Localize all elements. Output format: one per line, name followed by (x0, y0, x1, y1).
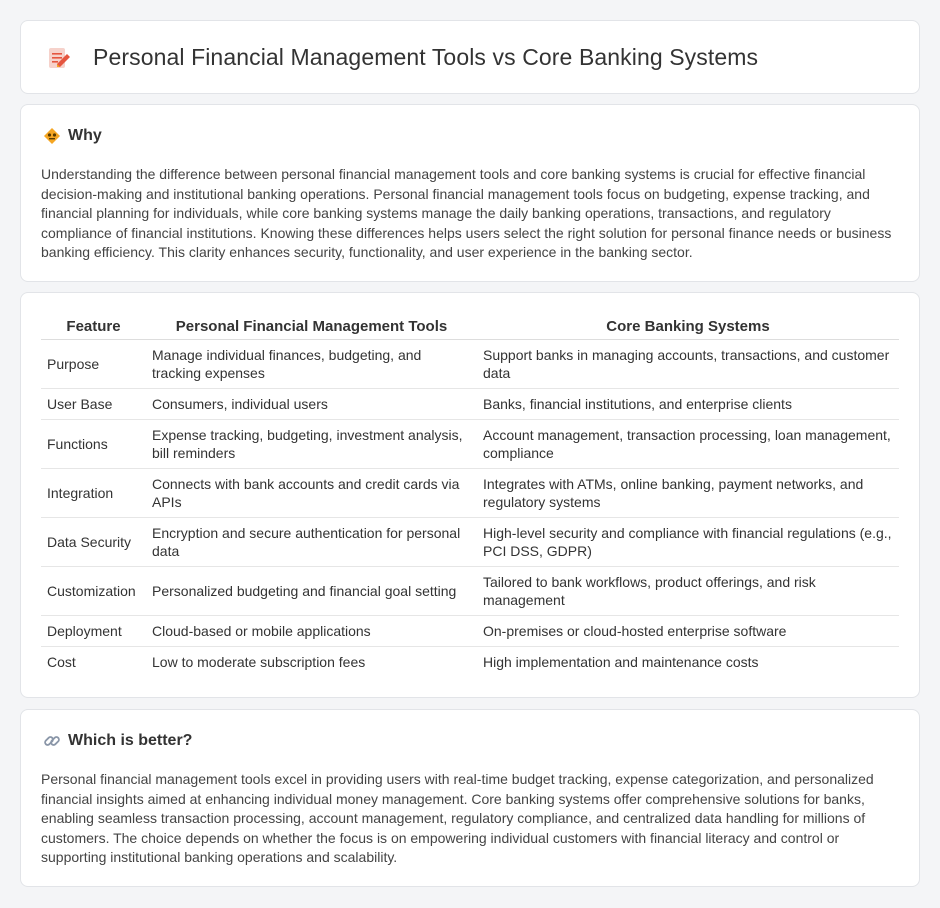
why-heading-row (43, 127, 102, 145)
table-cell-core-banking: Banks, financial institutions, and enterprise clients (477, 388, 899, 419)
table-cell-pfm: Expense tracking, budgeting, investment analysis, bill reminders (146, 419, 477, 468)
table-cell-core-banking: Support banks in managing accounts, transactions, and customer data (477, 339, 899, 388)
table-row (41, 646, 899, 677)
comparison-section (20, 292, 920, 698)
why-heading: Why (68, 127, 102, 144)
table-cell-pfm: Cloud-based or mobile applications (146, 615, 477, 646)
which-is-better-section (20, 709, 920, 887)
table-row (41, 388, 899, 419)
table-row (41, 339, 899, 388)
table-cell-pfm: Consumers, individual users (146, 388, 477, 419)
table-row (41, 566, 899, 615)
comparison-table (41, 315, 899, 677)
table-cell-feature: Functions (41, 419, 146, 468)
link-icon (43, 732, 61, 750)
page-title: Personal Financial Management Tools vs Core Banking Systems (93, 44, 759, 70)
better-paragraph: Personal financial management tools excel in providing users with real-time budget tracking, expense categorization, and personalized financial insights aimed at enhancing individual money management. Core banking systems offer comprehensive solutions for banks, enabling seamless transaction processing, account management, regulatory compliance, and centralized data handling for millions of customers. The choice depends on whether the focus is on empowering individual customers with financial literacy and control or supporting institutional banking operations and scalability. (41, 771, 874, 866)
table-cell-core-banking: Account management, transaction processing, loan management, compliance (477, 419, 899, 468)
table-cell-pfm: Personalized budgeting and financial goal setting (146, 566, 477, 615)
better-heading-row (43, 732, 192, 750)
table-header-row (41, 315, 899, 339)
table-row (41, 419, 899, 468)
table-cell-core-banking: Integrates with ATMs, online banking, payment networks, and regulatory systems (477, 468, 899, 517)
table-cell-feature: Cost (47, 653, 76, 670)
table-cell-feature: User Base (41, 388, 146, 419)
why-paragraph: Understanding the difference between personal financial management tools and core banking systems is crucial for effective financial decision-making and institutional banking operations. Personal financial management tools focus on budgeting, expense tracking, and financial planning for individuals, while core banking systems manage the daily banking operations, transactions, and regulatory compliance of financial institutions. Knowing these differences helps users select the right solution for personal finance needs or business banking efficiency. This clarity enhances security, functionality, and user experience in the banking sector. (41, 166, 892, 261)
why-section (20, 104, 920, 282)
better-heading: Which is better? (68, 732, 193, 749)
table-cell-pfm: Encryption and secure authentication for personal data (146, 517, 477, 566)
table-cell-pfm: Manage individual finances, budgeting, and tracking expenses (146, 339, 477, 388)
diamond-sign-icon (43, 127, 61, 145)
table-cell-core-banking: High-level security and compliance with financial regulations (e.g., PCI DSS, GDPR) (477, 517, 899, 566)
column-header-feature: Feature (41, 315, 146, 339)
table-row (41, 517, 899, 566)
table-cell-feature: Deployment (41, 615, 146, 646)
table-row (41, 468, 899, 517)
table-cell-feature: Purpose (41, 339, 146, 388)
table-cell-pfm: Low to moderate subscription fees (152, 653, 366, 670)
table-cell-feature: Customization (41, 566, 146, 615)
column-header-core-banking: Core Banking Systems (477, 315, 899, 339)
table-cell-core-banking: On-premises or cloud-hosted enterprise software (477, 615, 899, 646)
table-cell-pfm: Connects with bank accounts and credit cards via APIs (146, 468, 477, 517)
document-pencil-icon (45, 45, 73, 73)
table-cell-core-banking: High implementation and maintenance costs (483, 653, 759, 670)
table-row (41, 615, 899, 646)
table-cell-feature: Data Security (41, 517, 146, 566)
table-cell-core-banking: Tailored to bank workflows, product offerings, and risk management (477, 566, 899, 615)
title-card (20, 20, 920, 94)
column-header-pfm: Personal Financial Management Tools (146, 315, 477, 339)
table-cell-feature: Integration (41, 468, 146, 517)
